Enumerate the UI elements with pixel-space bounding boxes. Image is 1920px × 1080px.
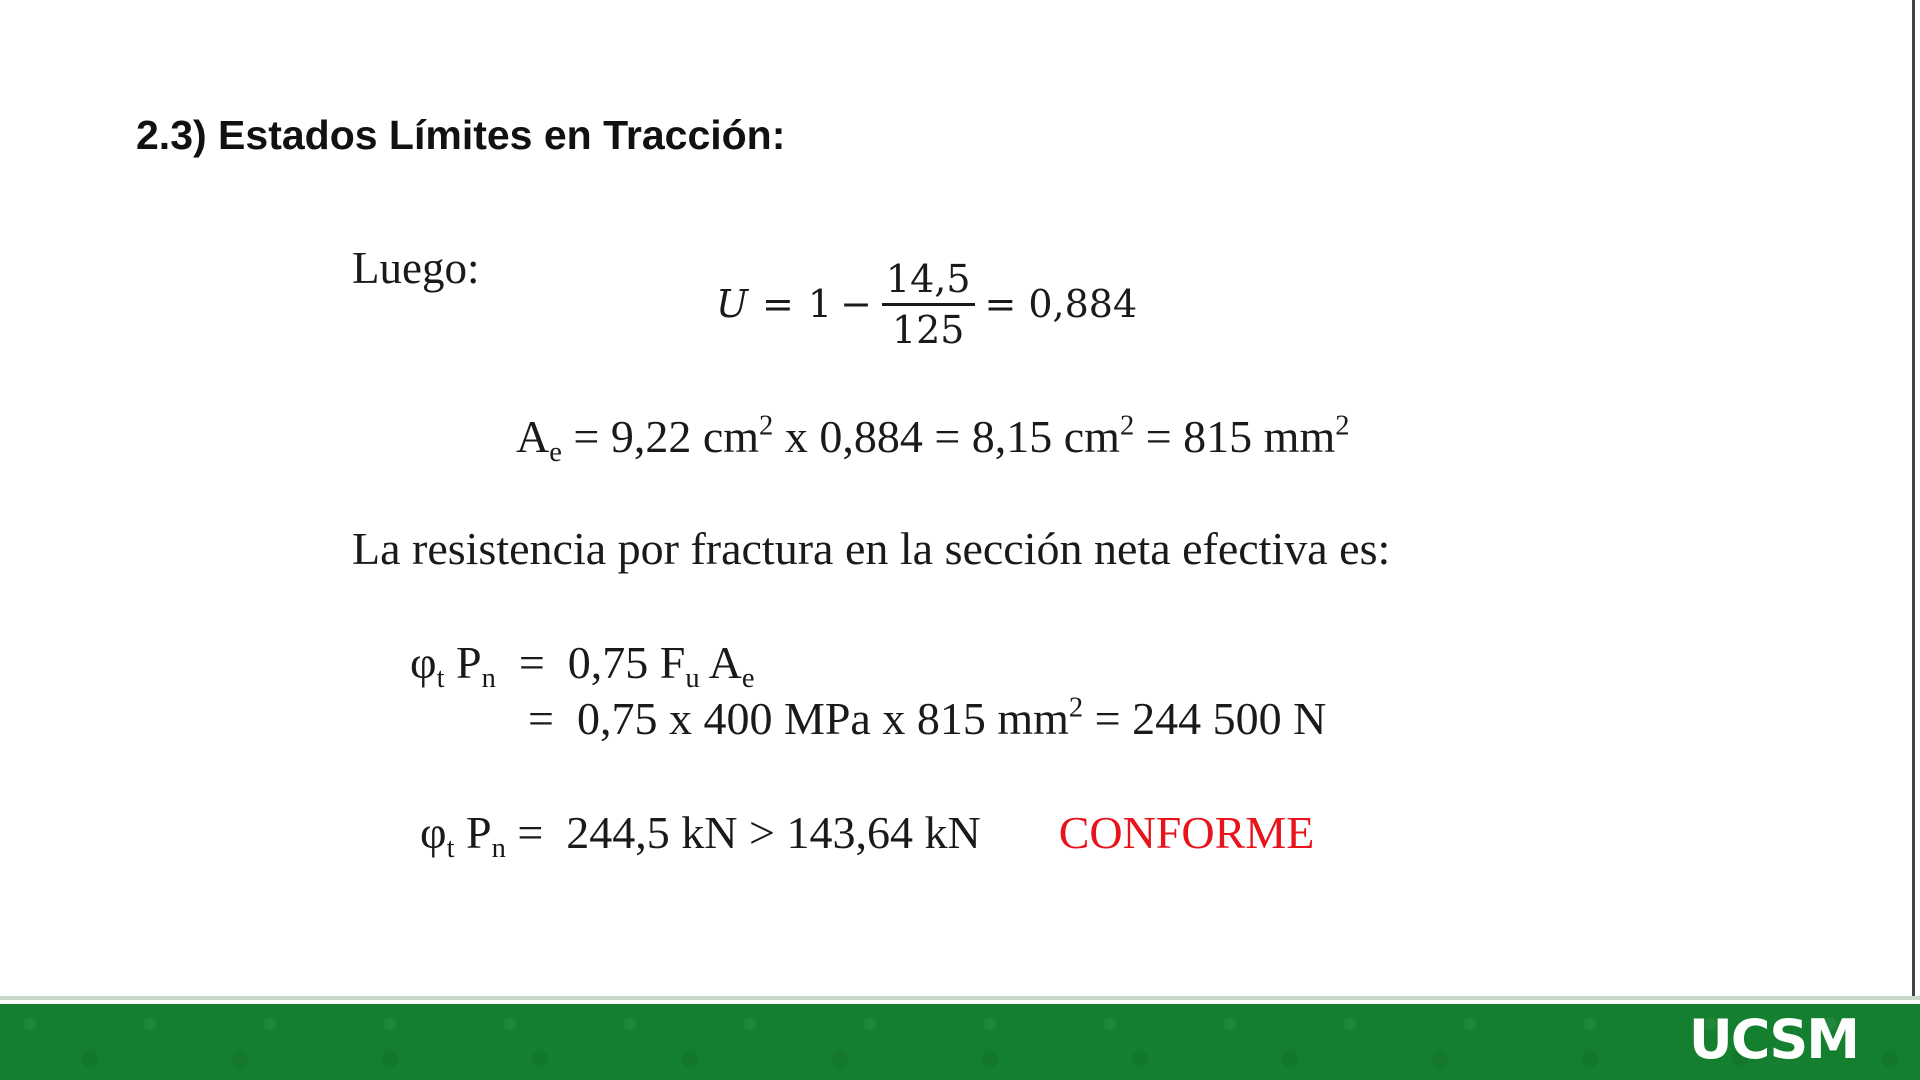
ae-part1: = 9,22 cm (561, 411, 760, 462)
phi-subscript: t (436, 663, 445, 695)
u-variable: U (716, 282, 749, 326)
right-border-line (1912, 0, 1915, 1000)
ae-symbol: A (516, 411, 550, 462)
phi-symbol: φ (410, 637, 437, 688)
u-minus: − (840, 282, 872, 326)
ae-sup3: 2 (1335, 410, 1350, 442)
ae-part2: x 0,884 = 8,15 cm (773, 411, 1120, 462)
phi-pn-line-3 (420, 806, 1315, 865)
fu-subscript: u (685, 663, 700, 695)
p-subscript: n (481, 663, 496, 695)
phi-line1-rhs: = 0,75 F (495, 637, 686, 688)
conforme-label: CONFORME (1058, 807, 1315, 858)
ucsm-logo: UCSM (1688, 1008, 1858, 1071)
phi-pn-line-1 (410, 636, 755, 695)
u-equation (716, 254, 1137, 354)
p-symbol: P (444, 637, 482, 688)
phi-line3-rhs: = 244,5 kN > 143,64 kN (505, 807, 981, 858)
u-result: 0,884 (1028, 282, 1138, 326)
u-denominator: 125 (891, 307, 965, 352)
u-equals: = (762, 282, 794, 326)
footer-bar (0, 996, 1920, 1080)
a-subscript: e (741, 663, 755, 695)
slide-title: 2.3) Estados Límites en Tracción: (136, 112, 786, 158)
phi-line2-part1: = 0,75 x 400 MPa x 815 mm (528, 693, 1069, 744)
ae-equation (516, 410, 1350, 469)
u-one: 1 (807, 282, 833, 326)
u-equals-2: = (984, 282, 1017, 326)
phi-pn-line-2 (528, 692, 1326, 745)
phi-symbol: φ (420, 807, 447, 858)
ae-sup2: 2 (1119, 410, 1135, 442)
u-fraction (882, 257, 975, 352)
luego-label: Luego: (352, 243, 480, 293)
ae-subscript: e (549, 437, 562, 469)
footer-green-band (0, 1004, 1920, 1080)
u-numerator: 14,5 (885, 256, 971, 301)
p-subscript: n (491, 833, 506, 865)
footer-divider (0, 996, 1920, 1000)
a-symbol: A (699, 637, 742, 688)
phi-line2-sup: 2 (1068, 692, 1084, 724)
ae-part3: = 815 mm (1134, 411, 1336, 462)
p-symbol: P (454, 807, 492, 858)
ae-sup1: 2 (759, 410, 774, 442)
phi-line2-part2: = 244 500 N (1083, 693, 1327, 744)
phi-subscript: t (446, 833, 455, 865)
resistance-text: La resistencia por fractura en la sección neta efectiva es: (352, 523, 1391, 574)
